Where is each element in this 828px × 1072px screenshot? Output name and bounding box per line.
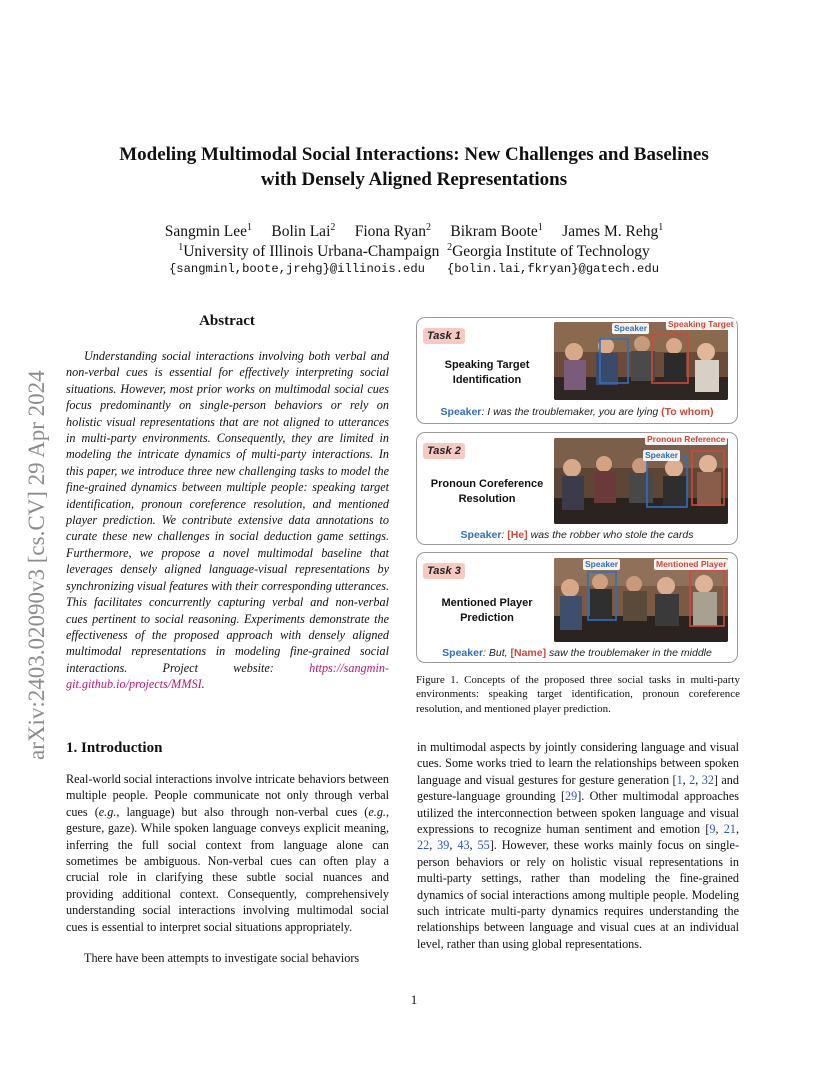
task3-utterance: Speaker: But, [Name] saw the troublemaker in the middle [442, 647, 712, 659]
task1-utterance: Speaker: I was the troublemaker, you are lying (To whom) [440, 406, 714, 418]
citation[interactable]: 22 [417, 838, 430, 853]
author: Sangmin Lee$^1$ [164, 222, 253, 241]
intro-paragraph-2: There have been attempts to investigate social behaviors [84, 951, 360, 965]
task-tag: Task 1 [423, 328, 465, 344]
project-website-link[interactable]: https://sangmin-git.github.io/projects/MMSI [66, 660, 389, 692]
abstract-heading: Abstract [199, 313, 255, 329]
speaker-label: Speaker [645, 450, 679, 460]
title-line-2: with Densely Aligned Representations [260, 169, 568, 190]
abstract-body: Understanding social interactions involving both verbal and non-verbal cues is essential for effectively interpreting social situations. However, most prior works on multimodal social cues focus predominantly on single-person behaviors or rely on holistic visual representations that are not aligned to utterances in multi-party environments. Consequently, they are limited in modeling the intricate dynamics of multi-party interactions. In this paper, we introduce three new challenging tasks to model the fine-grained dynamics between multiple people: speaking target identification, pronoun coreference resolution, and mentioned player prediction. We contribute extensive data annotations to curate these new challenges in social deduction game settings. Furthermore, we propose a novel multimodal baseline that leverages densely aligned language-visual representations by synchronizing visual features with their corresponding utterances. This facilitates concurrently capturing verbal and non-verbal cues pertinent to social reasoning. Experiments demonstrate the effectiveness of the proposed approach with densely aligned multimodal representations in modeling fine-grained social interactions. Project website: https://sangmin-git.github.io/projects/MMSI. [66, 349, 389, 692]
arxiv-identifier: arXiv:2403.02090v3 [cs.CV] 29 Apr 2024 [24, 370, 49, 760]
title-line-1: Modeling Multimodal Social Interactions: New Challenges and Baselines [119, 144, 709, 165]
task-tag: Task 3 [423, 563, 465, 579]
citation[interactable]: 32 [701, 772, 714, 787]
figure-panel-task2 [416, 432, 738, 545]
task2-photo [554, 438, 728, 524]
citation[interactable]: 2 [689, 772, 696, 787]
citation[interactable]: 21 [723, 822, 736, 837]
figure-panel-task1 [416, 317, 738, 424]
task-name: Speaking Target Identification [444, 359, 530, 386]
citation[interactable]: 29 [565, 789, 578, 804]
author: James M. Rehg$^1$ [562, 222, 664, 241]
author: Fiona Ryan$^2$ [354, 222, 432, 241]
speaking-target-label: Speaking Target [668, 319, 734, 329]
figure-caption: Figure 1. Concepts of the proposed three social tasks in multi-party environments: speaking target identification, pronoun coreference resolution, and mentioned player prediction. [416, 674, 740, 715]
author-emails: {sangminl,boote,jrehg}@illinois.edu {bolin.lai,fkryan}@gatech.edu [168, 262, 660, 276]
citation[interactable]: 9 [709, 822, 716, 837]
task-name: Mentioned Player Prediction [441, 597, 533, 624]
intro-paragraph-right: in multimodal aspects by jointly considering language and visual cues. Some works tried to learn the relationships between spoken language and visual gestures for gesture generation [1, 2, 32] and gesture-language grounding [29]. Other multimodal approaches utilized the interconnection between spoken language and visual expressions to recognize human sentiment and emotion [9, 21, 22, 39, 43, 55]. However, these works mainly focus on single-person behaviors or rely on holistic visual representations in multi-party settings, rather than modeling the fine-grained dynamics of social interactions among multiple people. Modeling such intricate multi-party dynamics requires understanding the relationships between language and visual cues at an individual level, rather than using global representations. [417, 740, 740, 951]
task3-photo [554, 558, 728, 642]
paper-title [60, 142, 768, 192]
citation[interactable]: 39 [437, 838, 450, 853]
speaker-label: Speaker [614, 323, 648, 333]
author: Bolin Lai$^2$ [271, 222, 336, 241]
section-heading: 1. Introduction [66, 740, 163, 756]
citation[interactable]: 43 [457, 838, 470, 853]
task-name: Pronoun Coreference Resolution [430, 478, 544, 505]
page-number: 1 [410, 992, 418, 1007]
speaker-label: Speaker [585, 559, 619, 569]
pronoun-reference-label: Pronoun Reference [647, 434, 726, 444]
affiliations: $^1$University of Illinois Urbana-Champaign $^2$Georgia Institute of Technology [178, 242, 650, 261]
author: Bikram Boote$^1$ [450, 222, 543, 241]
task-tag: Task 2 [423, 443, 465, 459]
mentioned-player-label: Mentioned Player [656, 559, 727, 569]
intro-paragraph-1: Real-world social interactions involve intricate behaviors between multiple people. People communicate not only through verbal cues (e.g., language) but also through non-verbal cues (e.g., gesture, gaze). While spoken language conveys explicit meaning, inferring the full social context from language alone can sometimes be ambiguous. Non-verbal cues can often play a crucial role in clarifying these subtle social nuances and providing additional context. Consequently, comprehensively understanding social interactions involving multimodal social cues is essential to interpret social situations appropriately. [66, 772, 390, 934]
figure-panel-task3 [416, 552, 738, 663]
citation[interactable]: 1 [676, 772, 683, 787]
task2-utterance: Speaker: [He] was the robber who stole the cards [460, 529, 694, 541]
citation[interactable]: 55 [477, 838, 490, 853]
